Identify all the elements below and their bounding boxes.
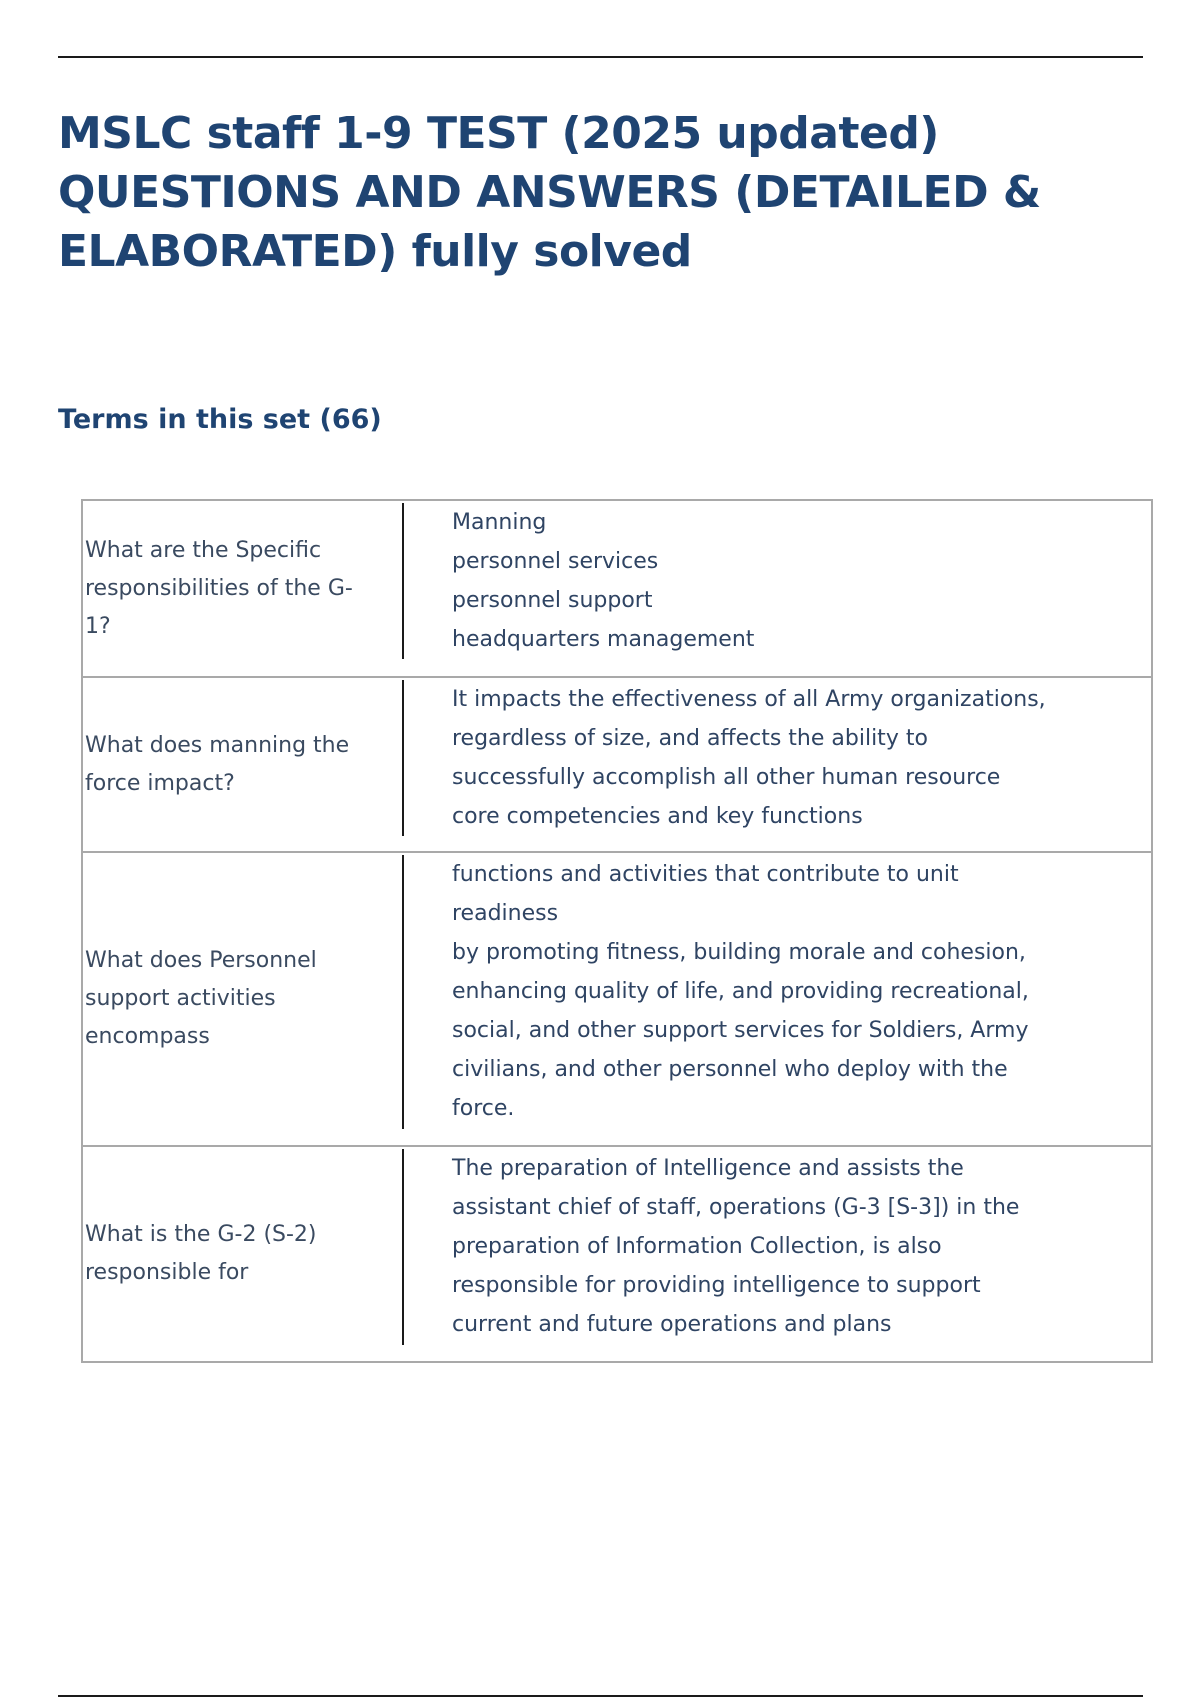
column-divider [402,503,404,659]
top-rule [58,56,1143,58]
answer-line: personnel services [452,549,659,574]
document-title: MSLC staff 1-9 TEST (2025 updated) QUESTIONS AND ANSWERS (DETAILED & ELABORATED) fully solved [58,108,1041,277]
term-card-row [83,1147,1151,1361]
answer-line: readiness [452,901,559,926]
term-card-row [83,853,1151,1147]
column-divider [402,680,404,836]
answer-line: headquarters management [452,627,755,652]
bottom-rule [58,1695,1143,1697]
answer-line: social, and other support services for Soldiers, Army [452,1018,1029,1043]
answer-line: core competencies and key functions [452,804,863,829]
term-question: What are the Specific responsibilities of the G-1? [85,537,353,639]
term-card-row [83,501,1151,678]
terms-count-heading: Terms in this set (66) [58,404,382,435]
terms-table [81,499,1153,1363]
term-answer [452,503,1102,659]
term-question: What does Personnel support activities encompass [85,948,317,1049]
answer-line: current and future operations and plans [452,1312,892,1337]
answer-line: responsible for providing intelligence to support [452,1273,981,1298]
answer-line: by promoting fitness, building morale and cohesion, [452,940,1026,965]
answer-line: successfully accomplish all other human resource [452,765,1001,790]
term-question: What is the G-2 (S-2) responsible for [85,1222,317,1285]
answer-line: force. [452,1096,515,1121]
term-card-row [83,678,1151,853]
column-divider [402,855,404,1129]
answer-line: civilians, and other personnel who deploy with the [452,1057,1008,1082]
column-divider [402,1149,404,1345]
answer-line: functions and activities that contribute to unit [452,862,959,887]
term-answer [452,680,1102,836]
term-question: What does manning the force impact? [85,732,350,796]
answer-line: assistant chief of staff, operations (G-3 [S-3]) in the [452,1195,1020,1220]
answer-line: regardless of size, and affects the ability to [452,726,928,751]
answer-line: The preparation of Intelligence and assists the [452,1156,964,1181]
answer-line: personnel support [452,588,653,613]
answer-line: enhancing quality of life, and providing recreational, [452,979,1029,1004]
answer-line: Manning [452,510,547,535]
term-answer [452,855,1102,1128]
answer-line: preparation of Information Collection, is also [452,1234,942,1259]
term-answer [452,1149,1102,1344]
answer-line: It impacts the effectiveness of all Army organizations, [452,687,1046,712]
